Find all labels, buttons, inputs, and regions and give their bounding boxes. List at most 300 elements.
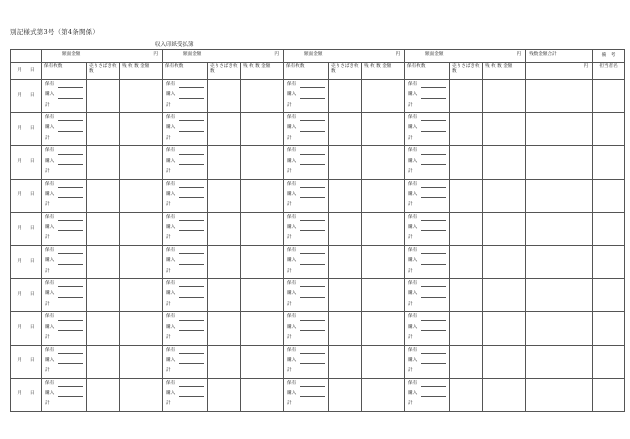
denomination-label: 額面金額 — [304, 52, 323, 57]
stack-line-holding — [405, 80, 449, 90]
total-label: 計 — [166, 268, 171, 274]
sold-count-cell[interactable] — [450, 345, 483, 378]
sold-count-cell[interactable] — [329, 378, 362, 411]
holding-purchase-total-cell[interactable] — [284, 245, 329, 278]
remaining-amount-cell[interactable] — [483, 113, 526, 146]
total-label: 計 — [408, 301, 413, 307]
sold-count-cell[interactable] — [329, 179, 362, 212]
stack-line-holding — [405, 246, 449, 256]
stack-line-purchase — [284, 223, 328, 233]
stack-line-purchase — [284, 190, 328, 200]
entry-underline — [58, 297, 83, 298]
sold-count-cell[interactable] — [87, 279, 120, 312]
row-date-cell[interactable] — [11, 378, 42, 411]
holding-purchase-total-cell[interactable] — [405, 378, 450, 411]
sold-count-cell[interactable] — [329, 80, 362, 113]
holding-purchase-total-cell[interactable] — [163, 345, 208, 378]
sold-count-cell[interactable] — [87, 80, 120, 113]
yen-unit: 円 — [395, 52, 401, 57]
holding-purchase-total-cell[interactable] — [405, 345, 450, 378]
stack-line-holding — [163, 379, 207, 389]
yen-unit: 円 — [516, 52, 522, 57]
row-date-cell[interactable] — [11, 146, 42, 179]
sold-count-cell[interactable] — [87, 378, 120, 411]
sold-count-cell[interactable] — [450, 245, 483, 278]
header-row-2 — [11, 63, 625, 80]
entry-underline — [300, 131, 325, 132]
holding-purchase-total-cell[interactable] — [42, 279, 87, 312]
stack-line-purchase — [42, 223, 86, 233]
stack-line-purchase — [42, 323, 86, 333]
stack-line-purchase — [163, 256, 207, 266]
remaining-header: 残 枚 数 金額 — [120, 63, 163, 80]
remaining-total-cell[interactable] — [526, 345, 593, 378]
remaining-amount-cell[interactable] — [120, 245, 163, 278]
sold-count-cell[interactable] — [329, 212, 362, 245]
holding-label: 保有 — [45, 148, 55, 154]
holding-purchase-total-cell[interactable] — [163, 212, 208, 245]
stack-line-holding — [163, 180, 207, 190]
remaining-amount-cell[interactable] — [362, 378, 405, 411]
sold-count-cell[interactable] — [329, 312, 362, 345]
purchase-label: 購入 — [408, 92, 418, 98]
total-label: 計 — [408, 202, 413, 208]
sold-count-cell[interactable] — [208, 80, 241, 113]
sold-count-cell[interactable] — [208, 212, 241, 245]
stack-line-total — [284, 167, 328, 177]
remaining-amount-cell[interactable] — [483, 378, 526, 411]
holding-label: 保有 — [166, 380, 176, 386]
stack-line-holding — [284, 246, 328, 256]
purchase-label: 購入 — [166, 291, 176, 297]
remaining-amount-cell[interactable] — [362, 113, 405, 146]
holding-purchase-total-cell[interactable] — [284, 179, 329, 212]
total-label: 計 — [287, 368, 292, 374]
remaining-amount-cell[interactable] — [362, 146, 405, 179]
total-label: 計 — [408, 401, 413, 407]
sold-count-cell[interactable] — [208, 179, 241, 212]
holding-purchase-total-cell[interactable] — [284, 113, 329, 146]
stack-line-holding — [284, 146, 328, 156]
purchase-label: 購入 — [287, 357, 297, 363]
purchase-label: 購入 — [287, 158, 297, 164]
remaining-amount-cell[interactable] — [120, 212, 163, 245]
stack-line-total — [284, 200, 328, 210]
entry-underline — [58, 320, 83, 321]
row-date-cell[interactable] — [11, 345, 42, 378]
sold-count-header: 売りさばき枚数 — [87, 63, 120, 80]
holding-label: 保有 — [287, 82, 297, 87]
sold-count-cell[interactable] — [450, 212, 483, 245]
purchase-label: 購入 — [45, 125, 55, 131]
holding-label: 保有 — [166, 314, 176, 320]
holding-purchase-total-cell[interactable] — [284, 345, 329, 378]
purchase-label: 購入 — [45, 191, 55, 197]
row-month-label: 月 — [17, 391, 22, 397]
total-label: 計 — [287, 168, 292, 174]
row-month-label: 月 — [17, 159, 22, 165]
entry-underline — [179, 386, 204, 387]
entry-underline — [421, 264, 446, 265]
remaining-amount-cell[interactable] — [362, 279, 405, 312]
remaining-total-cell[interactable] — [526, 80, 593, 113]
row-day-label: 日 — [30, 291, 35, 297]
sold-count-cell[interactable] — [450, 179, 483, 212]
entry-underline — [58, 386, 83, 387]
holding-purchase-total-cell[interactable] — [163, 80, 208, 113]
ledger-row — [11, 245, 625, 278]
remaining-amount-cell[interactable] — [241, 146, 284, 179]
entry-underline — [421, 187, 446, 188]
stack-line-total — [284, 233, 328, 243]
stack-line-purchase — [42, 90, 86, 100]
total-label: 計 — [45, 301, 50, 307]
row-month-label: 月 — [17, 92, 22, 98]
remaining-amount-cell[interactable] — [241, 279, 284, 312]
holding-purchase-total-cell[interactable] — [405, 146, 450, 179]
remaining-amount-cell[interactable] — [483, 146, 526, 179]
remaining-amount-cell[interactable] — [362, 179, 405, 212]
holding-purchase-total-cell[interactable] — [284, 80, 329, 113]
row-date-cell[interactable] — [11, 279, 42, 312]
ledger-body — [11, 80, 625, 412]
stack-line-total — [405, 399, 449, 409]
holding-purchase-total-cell[interactable] — [405, 80, 450, 113]
holding-purchase-total-cell[interactable] — [42, 80, 87, 113]
stack-line-holding — [42, 80, 86, 90]
entry-underline — [300, 330, 325, 331]
stack-line-holding — [42, 312, 86, 322]
holding-purchase-total-cell[interactable] — [284, 378, 329, 411]
remaining-amount-cell[interactable] — [241, 212, 284, 245]
entry-underline — [179, 120, 204, 121]
row-date-cell[interactable] — [11, 179, 42, 212]
entry-underline — [58, 253, 83, 254]
stack-line-total — [405, 233, 449, 243]
row-date-cell[interactable] — [11, 113, 42, 146]
total-label: 計 — [166, 235, 171, 241]
remaining-total-cell[interactable] — [526, 312, 593, 345]
remaining-amount-cell[interactable] — [241, 245, 284, 278]
person-in-charge-cell[interactable] — [593, 80, 625, 113]
purchase-label: 購入 — [45, 390, 55, 396]
purchase-label: 購入 — [408, 158, 418, 164]
remaining-total-cell[interactable] — [526, 146, 593, 179]
sold-count-cell[interactable] — [450, 279, 483, 312]
stack-line-total — [42, 134, 86, 144]
holding-purchase-total-cell[interactable] — [163, 113, 208, 146]
holding-purchase-total-cell[interactable] — [284, 312, 329, 345]
holding-purchase-total-cell[interactable] — [163, 179, 208, 212]
entry-underline — [58, 87, 83, 88]
holding-purchase-total-cell[interactable] — [42, 378, 87, 411]
stack-line-purchase — [284, 289, 328, 299]
sold-count-cell[interactable] — [87, 245, 120, 278]
holding-purchase-total-cell[interactable] — [42, 146, 87, 179]
holding-purchase-total-cell[interactable] — [405, 113, 450, 146]
row-month-label: 月 — [17, 125, 22, 131]
row-date-cell[interactable] — [11, 212, 42, 245]
total-label: 計 — [45, 168, 50, 174]
purchase-label: 購入 — [408, 357, 418, 363]
sold-count-cell[interactable] — [87, 113, 120, 146]
denomination-label: 額面金額 — [183, 52, 202, 57]
sold-count-cell[interactable] — [87, 179, 120, 212]
entry-underline — [58, 363, 83, 364]
person-in-charge-header: 担当者名 — [593, 63, 625, 80]
stack-line-total — [284, 134, 328, 144]
holding-purchase-total-cell[interactable] — [163, 146, 208, 179]
stack-line-holding — [42, 246, 86, 256]
remaining-amount-cell[interactable] — [241, 179, 284, 212]
sold-count-cell[interactable] — [329, 113, 362, 146]
total-label: 計 — [166, 168, 171, 174]
entry-underline — [421, 396, 446, 397]
holding-purchase-total-cell[interactable] — [42, 345, 87, 378]
row-month-label: 月 — [17, 258, 22, 264]
sold-count-cell[interactable] — [208, 312, 241, 345]
stack-line-total — [405, 101, 449, 111]
sold-count-cell[interactable] — [329, 279, 362, 312]
row-month-label: 月 — [17, 358, 22, 364]
total-label: 計 — [45, 368, 50, 374]
remaining-amount-cell[interactable] — [120, 345, 163, 378]
person-in-charge-cell[interactable] — [593, 212, 625, 245]
remaining-total-cell[interactable] — [526, 378, 593, 411]
row-day-label: 日 — [30, 125, 35, 131]
sold-count-cell[interactable] — [208, 146, 241, 179]
purchase-label: 購入 — [287, 191, 297, 197]
remaining-amount-cell[interactable] — [362, 212, 405, 245]
total-label: 計 — [45, 401, 50, 407]
holding-label: 保有 — [408, 281, 418, 287]
row-day-label: 日 — [30, 159, 35, 165]
remaining-amount-cell[interactable] — [362, 80, 405, 113]
holding-purchase-total-cell[interactable] — [163, 312, 208, 345]
purchase-label: 購入 — [287, 225, 297, 231]
remaining-amount-cell[interactable] — [120, 179, 163, 212]
total-label: 計 — [408, 135, 413, 141]
entry-underline — [58, 220, 83, 221]
total-label: 計 — [408, 102, 413, 108]
entry-underline — [58, 120, 83, 121]
total-label: 計 — [166, 334, 171, 340]
row-date-cell[interactable] — [11, 245, 42, 278]
stack-line-holding — [163, 279, 207, 289]
holding-purchase-total-cell[interactable] — [284, 279, 329, 312]
sold-count-cell[interactable] — [87, 146, 120, 179]
purchase-label: 購入 — [166, 92, 176, 98]
stack-line-purchase — [405, 123, 449, 133]
remaining-amount-cell[interactable] — [362, 345, 405, 378]
remaining-amount-cell[interactable] — [241, 378, 284, 411]
holding-purchase-total-cell[interactable] — [163, 245, 208, 278]
remarks-header: 備 考 — [593, 50, 625, 63]
remaining-amount-cell[interactable] — [483, 245, 526, 278]
holding-label: 保有 — [166, 148, 176, 154]
remaining-amount-cell[interactable] — [120, 378, 163, 411]
sold-count-cell[interactable] — [87, 212, 120, 245]
entry-underline — [300, 87, 325, 88]
holding-purchase-total-cell[interactable] — [163, 279, 208, 312]
entry-underline — [421, 154, 446, 155]
stack-line-purchase — [284, 389, 328, 399]
remaining-amount-cell[interactable] — [241, 312, 284, 345]
remaining-amount-cell[interactable] — [362, 245, 405, 278]
stack-line-total — [42, 366, 86, 376]
sold-count-cell[interactable] — [208, 345, 241, 378]
sold-count-cell[interactable] — [450, 113, 483, 146]
remaining-amount-cell[interactable] — [362, 312, 405, 345]
holding-purchase-total-cell[interactable] — [42, 212, 87, 245]
remaining-amount-cell[interactable] — [120, 279, 163, 312]
holding-count-header: 保有枚数 — [405, 63, 450, 80]
holding-purchase-total-cell[interactable] — [163, 378, 208, 411]
holding-purchase-total-cell[interactable] — [42, 245, 87, 278]
remaining-amount-cell[interactable] — [483, 80, 526, 113]
remaining-amount-cell[interactable] — [120, 113, 163, 146]
holding-label: 保有 — [45, 347, 55, 353]
holding-purchase-total-cell[interactable] — [405, 279, 450, 312]
total-label: 計 — [45, 235, 50, 241]
entry-underline — [58, 286, 83, 287]
person-in-charge-cell[interactable] — [593, 245, 625, 278]
holding-label: 保有 — [287, 347, 297, 353]
stack-line-holding — [42, 379, 86, 389]
sold-count-cell[interactable] — [208, 245, 241, 278]
remaining-amount-cell[interactable] — [241, 113, 284, 146]
person-in-charge-cell[interactable] — [593, 279, 625, 312]
sold-count-cell[interactable] — [208, 279, 241, 312]
stack-line-total — [405, 333, 449, 343]
stack-line-purchase — [163, 323, 207, 333]
remaining-amount-cell[interactable] — [120, 146, 163, 179]
holding-label: 保有 — [287, 380, 297, 386]
person-in-charge-cell[interactable] — [593, 113, 625, 146]
holding-label: 保有 — [45, 380, 55, 386]
stack-line-total — [284, 300, 328, 310]
entry-underline — [179, 220, 204, 221]
stack-line-total — [405, 267, 449, 277]
remaining-total-cell[interactable] — [526, 113, 593, 146]
person-in-charge-cell[interactable] — [593, 345, 625, 378]
stack-line-total — [42, 101, 86, 111]
holding-purchase-total-cell[interactable] — [284, 212, 329, 245]
remaining-total-cell[interactable] — [526, 179, 593, 212]
sold-count-cell[interactable] — [208, 378, 241, 411]
stack-line-purchase — [405, 323, 449, 333]
holding-label: 保有 — [287, 247, 297, 253]
sold-count-cell[interactable] — [450, 378, 483, 411]
stack-line-total — [163, 366, 207, 376]
stack-line-holding — [405, 146, 449, 156]
remaining-amount-cell[interactable] — [483, 179, 526, 212]
remaining-amount-cell[interactable] — [483, 279, 526, 312]
remaining-total-cell[interactable] — [526, 245, 593, 278]
entry-underline — [58, 98, 83, 99]
sold-count-cell[interactable] — [87, 345, 120, 378]
total-label: 計 — [166, 368, 171, 374]
ledger-row — [11, 378, 625, 411]
entry-underline — [300, 396, 325, 397]
holding-purchase-total-cell[interactable] — [405, 179, 450, 212]
entry-underline — [421, 353, 446, 354]
remaining-amount-cell[interactable] — [120, 80, 163, 113]
holding-purchase-total-cell[interactable] — [284, 146, 329, 179]
holding-purchase-total-cell[interactable] — [405, 245, 450, 278]
purchase-label: 購入 — [166, 258, 176, 264]
stack-line-total — [405, 300, 449, 310]
sold-count-cell[interactable] — [450, 146, 483, 179]
row-date-cell[interactable] — [11, 80, 42, 113]
entry-underline — [421, 87, 446, 88]
purchase-label: 購入 — [287, 291, 297, 297]
holding-label: 保有 — [166, 181, 176, 187]
stack-line-purchase — [284, 356, 328, 366]
entry-underline — [58, 330, 83, 331]
row-date-cell[interactable] — [11, 312, 42, 345]
holding-purchase-total-cell[interactable] — [405, 212, 450, 245]
sold-count-cell[interactable] — [208, 113, 241, 146]
sold-count-cell[interactable] — [329, 146, 362, 179]
remaining-total-cell[interactable] — [526, 279, 593, 312]
entry-underline — [58, 131, 83, 132]
person-in-charge-cell[interactable] — [593, 179, 625, 212]
stack-line-total — [163, 101, 207, 111]
remaining-amount-cell[interactable] — [241, 80, 284, 113]
remaining-amount-cell[interactable] — [483, 212, 526, 245]
remaining-total-cell[interactable] — [526, 212, 593, 245]
remaining-amount-cell[interactable] — [241, 345, 284, 378]
entry-underline — [421, 297, 446, 298]
sold-count-cell[interactable] — [329, 245, 362, 278]
holding-purchase-total-cell[interactable] — [42, 312, 87, 345]
person-in-charge-cell[interactable] — [593, 312, 625, 345]
sold-count-cell[interactable] — [329, 345, 362, 378]
entry-underline — [179, 286, 204, 287]
stack-line-purchase — [405, 157, 449, 167]
total-label: 計 — [166, 401, 171, 407]
holding-purchase-total-cell[interactable] — [405, 312, 450, 345]
stack-line-purchase — [163, 157, 207, 167]
purchase-label: 購入 — [166, 324, 176, 330]
sold-count-cell[interactable] — [450, 80, 483, 113]
stack-line-purchase — [405, 90, 449, 100]
holding-purchase-total-cell[interactable] — [42, 179, 87, 212]
row-day-label: 日 — [30, 391, 35, 397]
remaining-amount-cell[interactable] — [483, 345, 526, 378]
holding-label: 保有 — [408, 380, 418, 386]
entry-underline — [179, 253, 204, 254]
stack-line-purchase — [163, 190, 207, 200]
person-in-charge-cell[interactable] — [593, 378, 625, 411]
stack-line-holding — [42, 346, 86, 356]
holding-label: 保有 — [45, 281, 55, 287]
sold-count-header: 売りさばき枚数 — [208, 63, 241, 80]
sold-count-cell[interactable] — [450, 312, 483, 345]
yen-unit: 円 — [274, 52, 280, 57]
remaining-amount-cell[interactable] — [120, 312, 163, 345]
person-in-charge-cell[interactable] — [593, 146, 625, 179]
holding-label: 保有 — [287, 314, 297, 320]
total-label: 計 — [408, 268, 413, 274]
total-label: 計 — [287, 102, 292, 108]
sold-count-cell[interactable] — [87, 312, 120, 345]
remaining-amount-cell[interactable] — [483, 312, 526, 345]
holding-purchase-total-cell[interactable] — [42, 113, 87, 146]
stack-line-holding — [163, 346, 207, 356]
holding-label: 保有 — [408, 214, 418, 220]
